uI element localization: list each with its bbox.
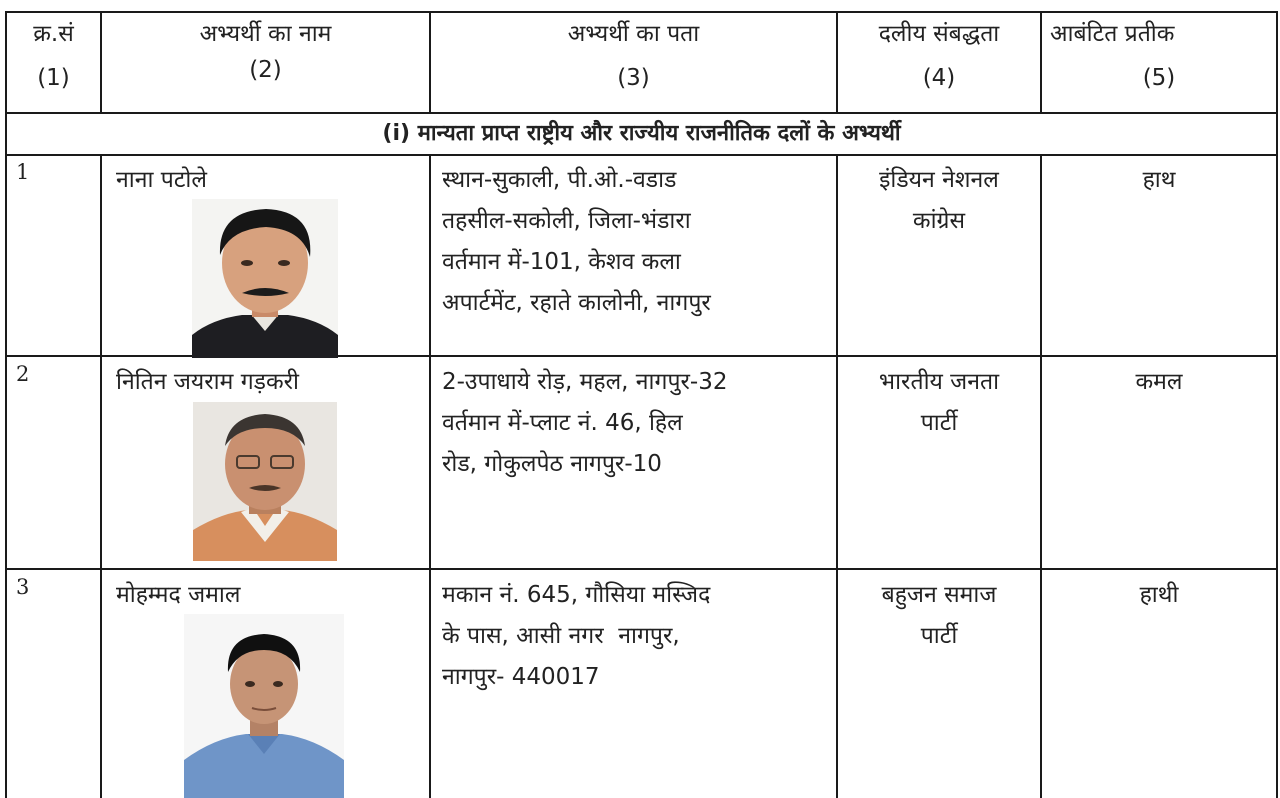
candidate-portrait-icon (192, 199, 338, 358)
party-line: पार्टी (920, 410, 958, 436)
address-line: 2-उपाधाये रोड़, महल, नागपुर-32 (442, 369, 728, 395)
section-title: (i) मान्यता प्राप्त राष्ट्रीय और राज्यीय राजनीतिक दलों के अभ्यर्थी (382, 121, 901, 146)
header-col-sno (7, 14, 100, 98)
row-serial: 1 (16, 160, 30, 184)
col-divider-4 (1040, 154, 1042, 798)
candidate-name: नाना पटोले (116, 167, 207, 193)
party-line: भारतीय जनता (878, 369, 1000, 395)
row-serial: 2 (16, 362, 30, 386)
candidate-photo (192, 199, 338, 358)
header-col-party-num: (4) (922, 65, 956, 91)
address-line: अपार्टमेंट, रहाते कालोनी, नागपुर (442, 290, 711, 316)
header-col-symbol-title: आबंटित प्रतीक (1050, 21, 1175, 47)
party-line: कांग्रेस (912, 208, 966, 234)
candidate-name: नितिन जयराम गड़करी (116, 369, 299, 395)
candidate-name: मोहम्मद जमाल (116, 582, 241, 608)
header-col-party-title: दलीय संबद्धता (878, 21, 1000, 47)
header-col-name-num: (2) (249, 57, 282, 83)
candidate-address (442, 160, 824, 324)
header-col-address (431, 14, 836, 98)
address-line: नागपुर- 440017 (442, 664, 600, 690)
candidate-address (442, 575, 824, 698)
candidate-portrait-icon (193, 402, 337, 561)
party-line: पार्टी (920, 623, 958, 649)
address-line: तहसील-सकोली, जिला-भंडारा (442, 208, 691, 234)
header-col-address-title: अभ्यर्थी का पता (567, 21, 700, 47)
col-divider-3 (836, 154, 838, 798)
candidate-address (442, 362, 812, 485)
candidate-party (838, 362, 1040, 444)
candidate-symbol: हाथ (1142, 167, 1176, 193)
header-col-name (102, 14, 429, 90)
row-divider-2 (5, 568, 1278, 570)
candidate-photo (193, 402, 337, 561)
header-col-symbol-num: (5) (1142, 65, 1176, 91)
header-col-address-num: (3) (617, 65, 650, 91)
table-border-top (5, 11, 1278, 13)
address-line: रोड, गोकुलपेठ नागपुर-10 (442, 451, 662, 477)
header-col-sno-num: (1) (37, 65, 70, 91)
header-col-sno-title: क्र.सं (33, 21, 74, 47)
candidate-symbol: हाथी (1139, 582, 1179, 608)
address-line: मकान नं. 645, गौसिया मस्जिद (442, 582, 711, 608)
candidate-portrait-icon (184, 614, 344, 798)
col-divider-1 (100, 154, 102, 798)
candidate-photo (184, 614, 344, 798)
col-divider-2 (429, 154, 431, 798)
candidate-symbol: कमल (1135, 369, 1183, 395)
candidate-party (838, 160, 1040, 242)
candidate-party (838, 575, 1040, 657)
address-line: वर्तमान में-101, केशव कला (442, 249, 681, 275)
section-divider (5, 154, 1278, 156)
party-line: इंडियन नेशनल (879, 167, 999, 193)
header-col-party (838, 14, 1040, 98)
party-line: बहुजन समाज (881, 582, 997, 608)
header-col-symbol (1042, 14, 1276, 98)
row-serial: 3 (16, 575, 30, 599)
address-line: के पास, आसी नगर नागपुर, (442, 623, 680, 649)
address-line: स्थान-सुकाली, पी.ओ.-वडाड (442, 167, 677, 193)
header-col-name-title: अभ्यर्थी का नाम (199, 21, 332, 47)
address-line: वर्तमान में-प्लाट नं. 46, हिल (442, 410, 683, 436)
